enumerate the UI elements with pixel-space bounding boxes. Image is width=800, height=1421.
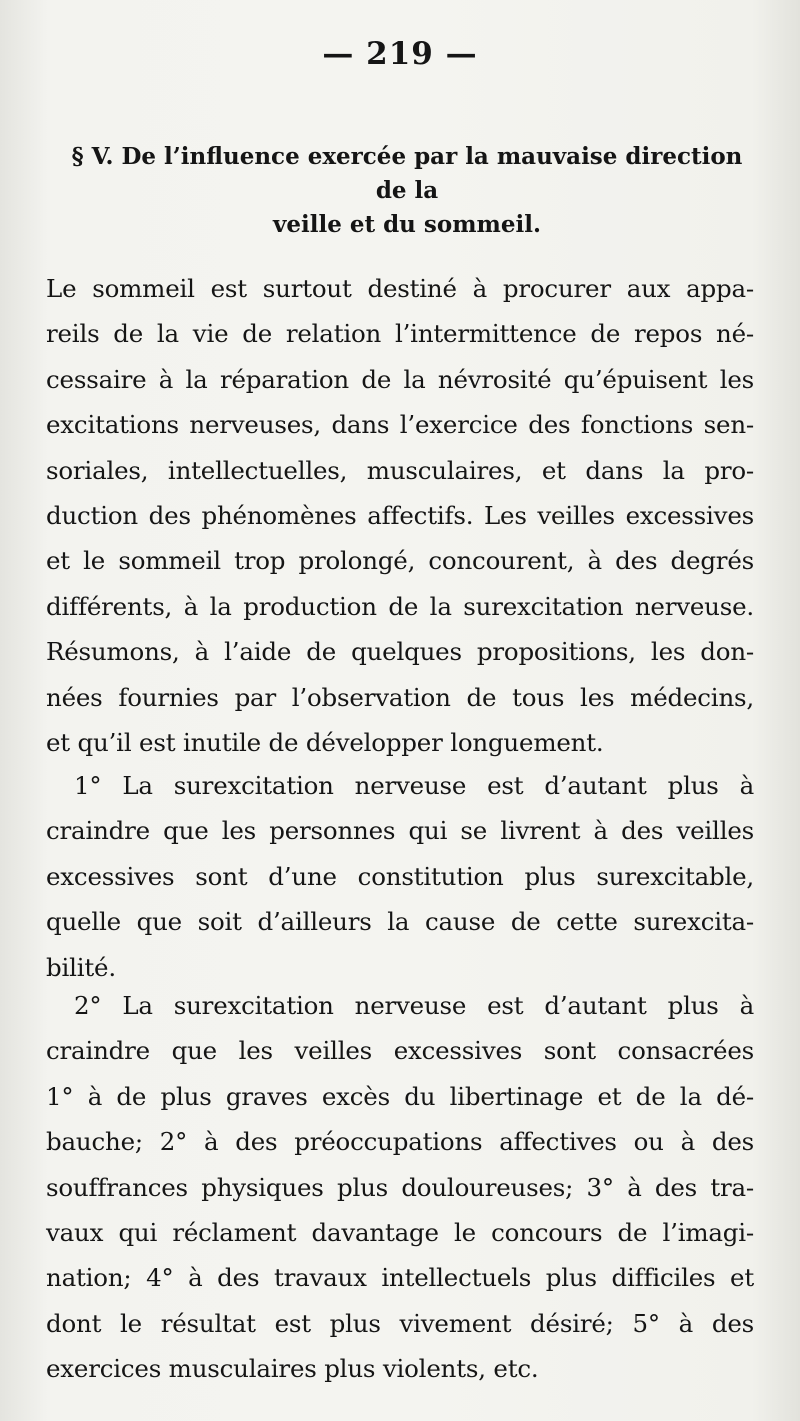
paragraph-point-1 bbox=[46, 763, 754, 990]
text-line: vaux qui réclament davantage le concours de l’imagi- bbox=[46, 1217, 754, 1247]
text-line: excitations nerveuses, dans l’exercice des fonctions sen- bbox=[46, 410, 754, 440]
section-heading bbox=[62, 140, 752, 242]
text-line: souffrances physiques plus douloureuses; 3° à des tra- bbox=[46, 1172, 754, 1202]
text-line: 2° La surexcitation nerveuse est d’autant plus à bbox=[74, 991, 754, 1020]
text-line: craindre que les veilles excessives sont consacrées bbox=[46, 1036, 754, 1066]
text-line: et qu’il est inutile de développer longuement. bbox=[46, 727, 604, 757]
text-line: craindre que les personnes qui se livrent à des veilles bbox=[46, 816, 754, 846]
paragraph-intro bbox=[46, 266, 754, 765]
text-line: bilité. bbox=[46, 952, 116, 982]
paragraph-point-2 bbox=[46, 983, 754, 1392]
text-line: dont le résultat est plus vivement désiré; 5° à des bbox=[46, 1308, 754, 1338]
text-line: reils de la vie de relation l’intermittence de repos né- bbox=[46, 319, 754, 349]
text-line: soriales, intellectuelles, musculaires, et dans la pro- bbox=[46, 455, 754, 485]
text-line: quelle que soit d’ailleurs la cause de cette surexcita- bbox=[46, 907, 754, 937]
text-line: excessives sont d’une constitution plus surexcitable, bbox=[46, 861, 754, 891]
text-line: 1° à de plus graves excès du libertinage et de la dé- bbox=[46, 1081, 754, 1111]
text-line: bauche; 2° à des préoccupations affectives ou à des bbox=[46, 1127, 754, 1157]
text-line: exercices musculaires plus violents, etc. bbox=[46, 1354, 539, 1384]
section-heading-line: § V. De l’influence exercée par la mauvaise direction de la bbox=[71, 143, 743, 204]
text-line: Le sommeil est surtout destiné à procurer aux appa- bbox=[46, 274, 754, 303]
text-line: et le sommeil trop prolongé, concourent, à des degrés bbox=[46, 546, 754, 576]
text-line: nation; 4° à des travaux intellectuels plus difficiles et bbox=[46, 1263, 754, 1293]
text-line: cessaire à la réparation de la névrosité qu’épuisent les bbox=[46, 364, 754, 394]
section-heading-line: veille et du sommeil. bbox=[272, 211, 541, 238]
text-line: nées fournies par l’observation de tous les médecins, bbox=[46, 682, 754, 712]
text-line: duction des phénomènes affectifs. Les veilles excessives bbox=[46, 500, 754, 530]
text-line: différents, à la production de la surexcitation nerveuse. bbox=[46, 591, 754, 621]
text-line: Résumons, à l’aide de quelques propositions, les don- bbox=[46, 637, 754, 667]
text-line: 1° La surexcitation nerveuse est d’autant plus à bbox=[74, 771, 754, 800]
page-number: — 219 — bbox=[322, 36, 478, 72]
